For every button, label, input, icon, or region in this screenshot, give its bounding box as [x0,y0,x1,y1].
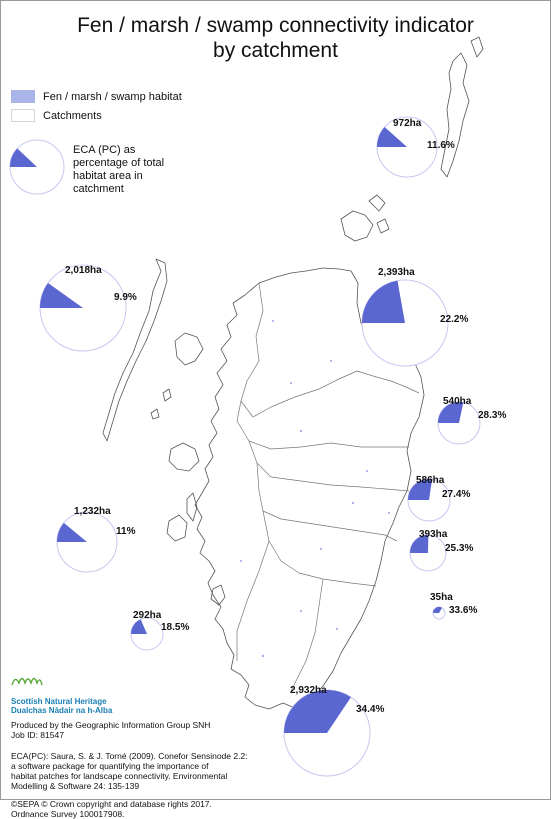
catchment-pie [410,535,446,571]
catchment-percent-label: 11% [116,526,136,537]
reference-line: Modelling & Software 24: 135-139 [11,781,140,791]
reference-line: habitat patches for landscape connectivity. Environmental [11,771,228,781]
catchment-percent-label: 28.3% [478,410,507,421]
title-line-2: by catchment [213,39,338,62]
catchment-pie [57,512,117,572]
legend-eca-label: ECA (PC) as percentage of total habitat area in catchment [73,144,165,195]
catchment-percent-label: 22.2% [440,314,469,325]
catchment-percent-label: 33.6% [449,605,478,616]
catchment-area-label: 35ha [430,592,453,603]
pie-wedge [362,281,405,323]
legend-catchments-label: Catchments [43,109,102,122]
catchment-area-label: 1,232ha [74,506,111,517]
catchment-pie [438,402,480,444]
copyright-line: Ordnance Survey 100017908. [11,809,125,819]
catchment-pie [131,618,163,650]
copyright-line: ©SEPA © Crown copyright and database rights 2017. [11,799,212,809]
catchment-pie [362,280,448,366]
logo-line-1: Scottish Natural Heritage [11,697,107,706]
title-line-1: Fen / marsh / swamp connectivity indicator [77,14,474,37]
credits [11,673,311,819]
catchment-area-label: 972ha [393,118,422,129]
catchment-area-label: 2,393ha [378,267,415,278]
catchment-percent-label: 34.4% [356,704,385,715]
catchment-area-label: 292ha [133,610,162,621]
catchment-percent-label: 9.9% [114,292,137,303]
snh-logo [11,673,311,715]
produced-by: Produced by the Geographic Information Group SNH [11,720,211,730]
catchment-pie [433,607,445,619]
job-id: Job ID: 81547 [11,730,64,740]
catchment-area-label: 540ha [443,396,472,407]
catchment-percent-label: 18.5% [161,622,190,633]
catchment-pie [40,265,126,351]
catchment-percent-label: 27.4% [442,489,471,500]
catchment-area-label: 586ha [416,475,445,486]
catchment-area-label: 2,932ha [290,685,327,696]
catchment-area-label: 2,018ha [65,265,102,276]
thistle-icon [11,673,43,687]
logo-line-2: Dualchas Nàdair na h-Alba [11,706,113,715]
legend-habitat-label: Fen / marsh / swamp habitat [43,90,182,103]
catchment-percent-label: 11.6% [427,140,455,151]
reference-line: a software package for quantifying the importance of [11,761,209,771]
catchment-percent-label: 25.3% [445,543,474,554]
reference-line: ECA(PC): Saura, S. & J. Torné (2009). Conefor Sensinode 2.2: [11,751,248,761]
catchment-area-label: 393ha [419,529,448,540]
